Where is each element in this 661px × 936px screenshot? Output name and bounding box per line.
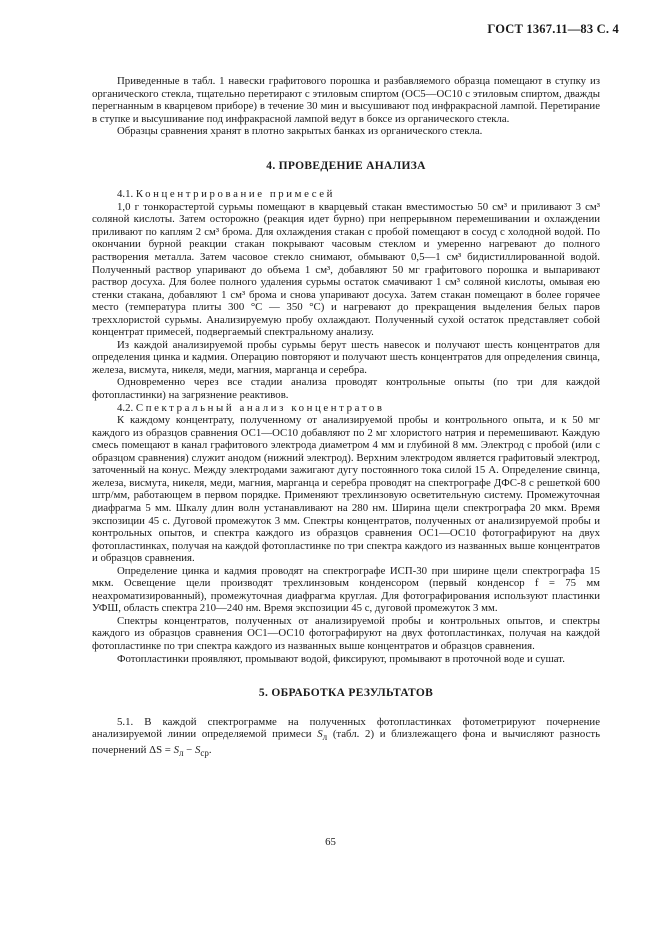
subscript-line: л <box>322 732 328 743</box>
subsection-4-1-number: 4.1. <box>117 188 134 201</box>
section-4-paragraph-2: Из каждой анализируемой пробы сурьмы берут шесть навесок и получают шесть концентратов для определения цинка и кадмия. Операцию повторяют и получают шесть концентратов для определения свинца, железа, висмута, никеля, меди, магния, марганца и серебра. <box>92 338 600 376</box>
subsection-4-2-heading <box>92 402 600 415</box>
page-number: 65 <box>325 836 336 848</box>
section-5-text-c: − <box>183 743 195 756</box>
subsection-4-1-heading <box>92 188 600 201</box>
symbol-s-line-2: S <box>173 743 179 756</box>
section-5-text-b: (табл. 2) и близлежащего фона и вычисляют разность почернений ΔS = <box>92 728 600 756</box>
subsection-4-1-title: Концентрирование примесей <box>135 188 336 201</box>
subsection-4-2-title: Спектральный анализ концентратов <box>135 401 385 414</box>
intro-paragraph-2: Образцы сравнения хранят в плотно закрытых банках из органического стекла. <box>117 125 483 138</box>
section-4-heading: 4. ПРОВЕДЕНИЕ АНАЛИЗА <box>266 159 426 172</box>
section-5-text-a: 5.1. В каждой спектрограмме на полученных фотопластинках фотометрируют почернение анализируемой линии определяемой примеси <box>92 715 600 741</box>
subsection-4-2-number: 4.2. <box>117 401 134 414</box>
symbol-s-line: S <box>317 728 323 741</box>
section-4-paragraph-6: Спектры концентратов, полученных от анализируемой пробы и контрольных опытов, и спектры каждого из образцов сравнения ОС1—ОС10 фотографируют на двух фотопластинках, получая на каждой фотопластинке по три спектра каждого из названных выше концентратов и образцов сравнения. <box>92 614 600 652</box>
section-4-paragraph-7: Фотопластинки проявляют, промывают водой, фиксируют, промывают в проточной воде и сушат. <box>117 652 565 665</box>
running-header: ГОСТ 1367.11—83 С. 4 <box>487 22 619 36</box>
section-4-paragraph-4: К каждому концентрату, полученному от анализируемой пробы и контрольного опыта, и к 50 мг каждого из образцов сравнения ОС1—ОС10 добавляют по 2 мг хлористого натрия и перемешивают. Каждую смесь помещают в канал графитового электрода диаметром 4 мм и глубиной 8 мм. Электрод с пробой (или с образцом сравнения) служит анодом (нижний электрод). Верхним электродом является графитовый электрод, заточенный на конус. Между электродами зажигают дугу постоянного тока силой 15 А. Определение свинца, железа, висмута, никеля, меди, магния, марганца и серебра проводят на спектрографе ДФС-8 с решеткой 600 штр/мм, работающем в первом порядке. Применяют трехлинзовую осветительную систему. Промежуточная диафрагма 5 мм. Шкалу длин волн устанавливают на 280 нм. Ширина щели спектрографа 20 мкм. Время экспозиции 45 с. Дуговой промежуток 3 мм. Спектры концентратов, полученных от анализируемой пробы и контрольных опытов, и спектра каждого из образцов сравнения ОС1—ОС10 фотографируют на двух фотопластинках, получая на каждой фотопластинке по три спектра каждого из названных выше концентратов и образцов сравнения. <box>92 414 600 565</box>
section-4-paragraph-5: Определение цинка и кадмия проводят на спектрографе ИСП-30 при ширине щели спектрографа 15 мкм. Освещение щели производят трехлинзовым конденсором (первый конденсор f = 75 мм неахроматизированный), промежуточная диафрагма круглая. Для фотографирования используют пластинки УФШ, область спектра 210—240 нм. Время экспозиции 45 с, дуговой промежуток 3 мм. <box>92 564 600 615</box>
subscript-background: ср <box>200 748 209 759</box>
section-5-text-d: . <box>208 743 212 756</box>
symbol-s-background: S <box>194 743 201 756</box>
section-5-paragraph-1 <box>92 716 600 760</box>
section-5-heading: 5. ОБРАБОТКА РЕЗУЛЬТАТОВ <box>258 687 434 700</box>
subscript-line-2: л <box>178 748 184 759</box>
section-4-paragraph-3: Одновременно через все стадии анализа проводят контрольные опыты (по три для каждой фотопластинки) на загрязнение реактивов. <box>92 376 600 402</box>
section-4-paragraph-1: 1,0 г тонкорастертой сурьмы помещают в кварцевый стакан вместимостью 50 см³ и приливают 3 см³ соляной кислоты. Затем осторожно (реакция идет бурно) при непрерывном перемешивании и охлаждении приливают по каплям 2 см³ брома. Для охлаждения стакан с пробой помещают в сосуд с холодной водой. По окончании бурной реакции стакан покрывают часовым стеклом и умеренно нагревают до полного растворения металла. Затем часовое стекло снимают, обмывают 0,5—1 см³ бидистиллированной водой. Полученный раствор упаривают до объема 1 см³, добавляют 50 мг графитового порошка и выпаривают раствор досуха. Для более полного удаления сурьмы остаток смачивают 1 см³ соляной кислоты, омывая ею стенки стакана, добавляют 1 см³ брома и снова упаривают досуха. Затем стакан помещают в более горячее место (температура плиты 300 °С — 350 °С) и нагревают до прекращения выделения белых паров треххлористой сурьмы. Анализируемую пробу охлаждают. Полученный сухой остаток представляет собой концентрат примесей, подвергаемый спектральному анализу. <box>92 200 600 339</box>
page-body <box>92 75 600 760</box>
intro-paragraph-1: Приведенные в табл. 1 навески графитового порошка и разбавляемого образца помещают в ступку из органического стекла, тщательно перетирают с этиловым спиртом (ОС5—ОС10 с этиловым спиртом, дважды перегнанным в кварцевом приборе) в течение 30 мин и высушивают под инфракрасной лампой. Перетирание в ступке и высушивание под инфракрасной лампой ведут в боксе из органического стекла. <box>92 75 600 125</box>
